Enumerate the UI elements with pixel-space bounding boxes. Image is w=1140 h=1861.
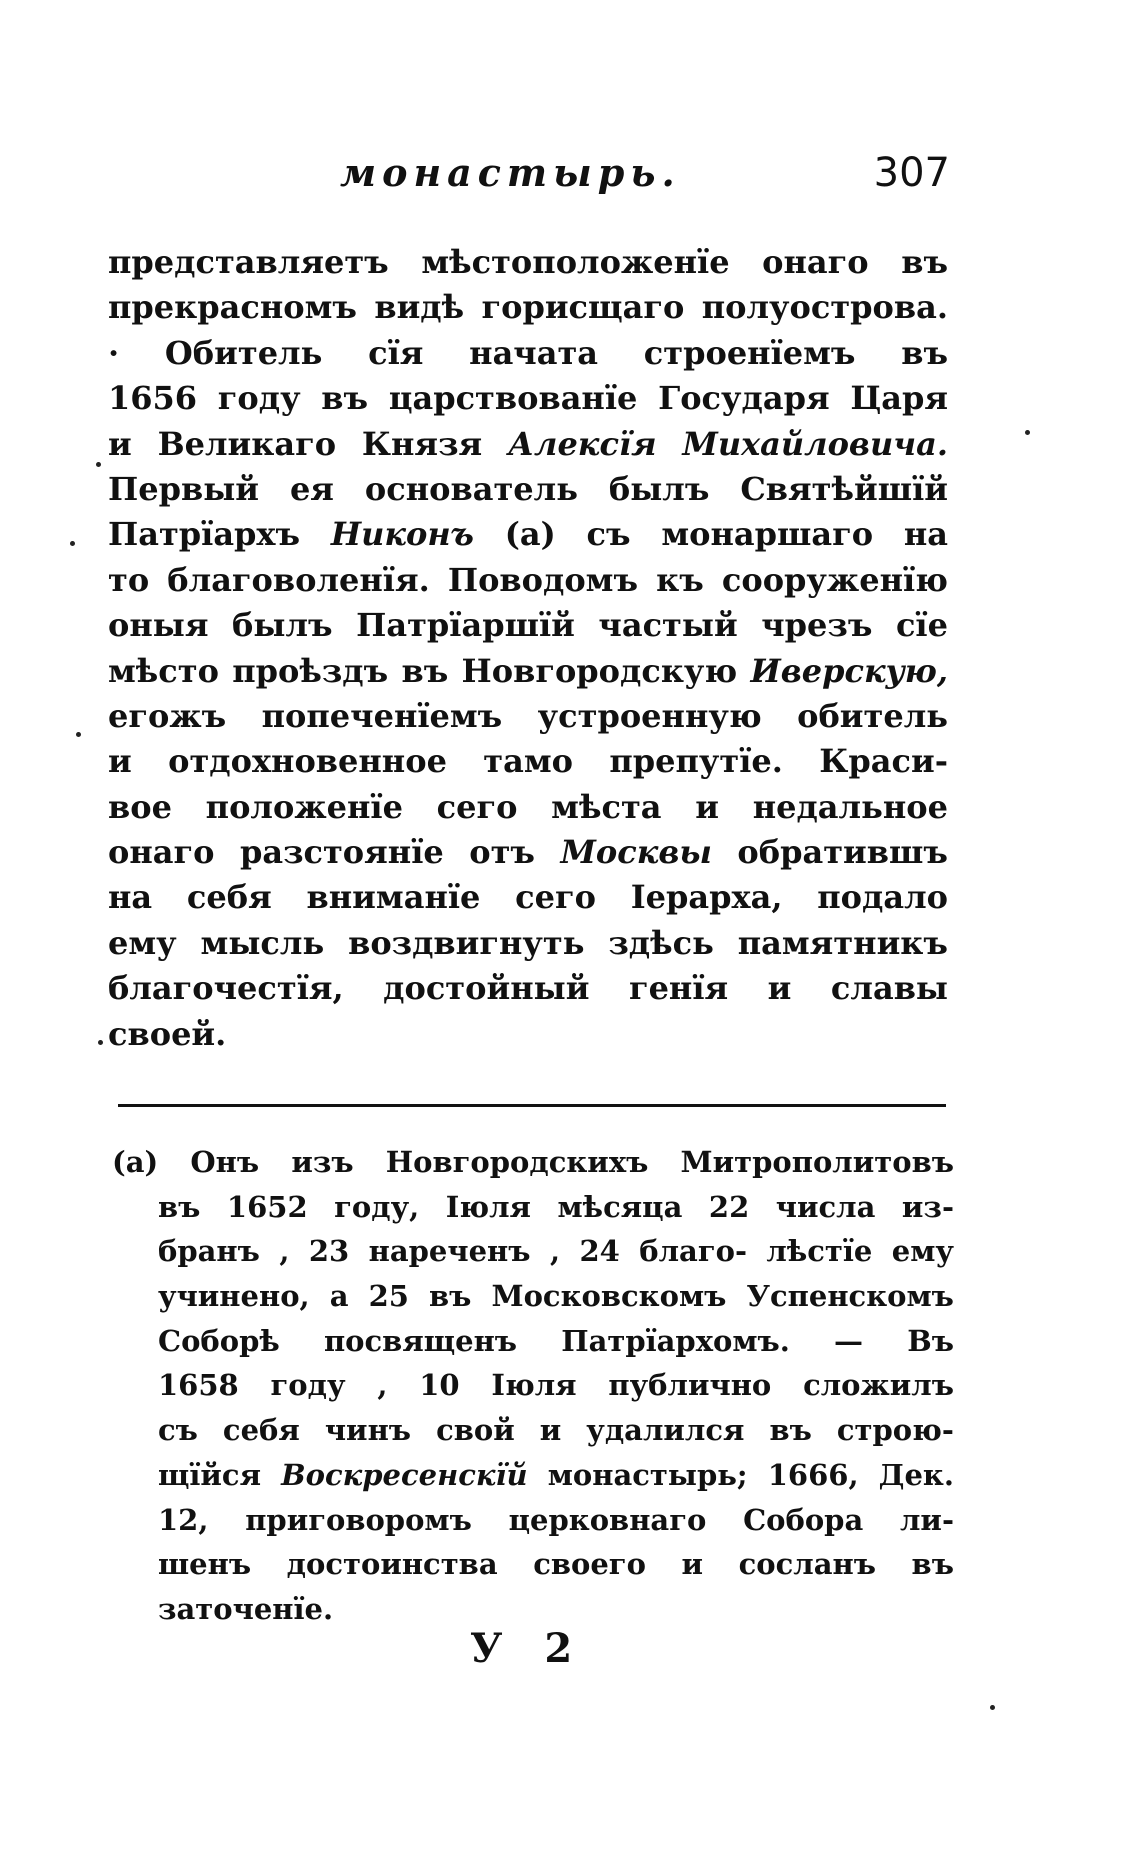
footnote-separator-rule [118, 1104, 946, 1107]
main-word: сооруженїю [721, 560, 948, 599]
footnote-word: достоинства [286, 1547, 498, 1582]
main-word: обратившъ [737, 833, 948, 872]
footnote-word: Новгородскихъ [385, 1145, 649, 1179]
main-line [108, 331, 948, 376]
footnote-word: , [549, 1234, 561, 1269]
footnote-word: 1658 [158, 1368, 239, 1403]
footnote-word: посвященъ [323, 1323, 518, 1358]
main-word: ея [289, 469, 334, 508]
main-word: разстоянїе [239, 833, 444, 872]
main-word: Алексїя [507, 424, 657, 463]
main-line [108, 422, 948, 467]
main-word: монаршаго [661, 515, 874, 554]
footnote-word: Въ [907, 1323, 954, 1358]
footnote-word: щїйся [158, 1457, 261, 1492]
footnote-word: Патрїархомъ. [561, 1323, 790, 1358]
main-word: славы [830, 969, 948, 1008]
margin-speck [990, 1705, 995, 1710]
printer-signature-mark: У 2 [470, 1625, 587, 1672]
main-word: обитель [797, 696, 948, 735]
main-word: былъ [608, 469, 710, 508]
main-word: своей. [108, 1014, 227, 1053]
main-line [108, 467, 948, 512]
footnote-word: въ [429, 1279, 472, 1314]
margin-speck [76, 732, 81, 737]
footnote-word: Митрополитовъ [680, 1145, 954, 1179]
main-word: мѣстоположенїе [421, 243, 730, 281]
footnote-line [112, 1498, 954, 1543]
main-word: на [108, 878, 153, 917]
main-word: Михайловича. [682, 424, 948, 463]
footnote-word: из- [901, 1189, 954, 1224]
main-line [108, 285, 948, 330]
margin-speck [98, 1040, 103, 1045]
main-word: Поводомъ [447, 560, 638, 599]
footnote-word: свой [436, 1413, 515, 1448]
main-word: Царя [850, 379, 948, 418]
footnote-word: Соборѣ [158, 1323, 280, 1358]
main-line [108, 512, 948, 557]
main-word: устроенную [537, 696, 762, 735]
footnote-word: шенъ [158, 1547, 252, 1582]
main-word: Святѣйшїй [740, 469, 948, 508]
footnote-word: 1652 [226, 1189, 308, 1224]
footnote-word: Iюля [445, 1189, 531, 1224]
footnote-word: Онъ [190, 1145, 260, 1179]
footnote-word: 12, [158, 1502, 209, 1537]
main-word: частый [598, 606, 738, 645]
margin-speck [96, 462, 101, 467]
footnote-word: въ [769, 1413, 812, 1448]
main-word: ему [108, 923, 177, 962]
main-word: Князя [361, 424, 483, 463]
main-word: царствованїе [388, 379, 638, 418]
main-word: съ [586, 515, 631, 554]
main-word: сїе [895, 606, 948, 645]
main-word: сего [515, 878, 596, 917]
footnote-word: удалился [586, 1413, 745, 1448]
main-line [108, 875, 948, 920]
footnote-word: Успенскомъ [746, 1279, 954, 1314]
main-word: отъ [469, 833, 535, 872]
main-word: Патрїаршїй [356, 606, 575, 645]
footnote-word: учинено, [158, 1279, 310, 1314]
footnote-word: 25 [368, 1279, 409, 1314]
main-word: благочестїя, [108, 969, 344, 1008]
main-word: попеченїемъ [261, 696, 503, 735]
footnote-line [112, 1140, 954, 1185]
footnote-word: и [539, 1413, 562, 1448]
footnote-word: 24 [579, 1234, 620, 1269]
main-line [108, 376, 948, 421]
main-word: проѣздъ [232, 651, 389, 690]
footnote-block [112, 1140, 954, 1632]
main-word: былъ [232, 606, 333, 645]
footnote-word: сосланъ [738, 1547, 876, 1582]
main-word: памятникъ [737, 923, 948, 962]
main-word: вниманїе [306, 878, 481, 917]
footnote-word: 1666, [767, 1457, 859, 1492]
main-word: въ [901, 333, 948, 372]
main-word: тамо [483, 742, 573, 781]
main-word: въ [401, 651, 449, 690]
main-word: Москвы [560, 833, 712, 872]
main-word: сїя [368, 333, 424, 372]
main-word: · [108, 333, 120, 372]
main-word: достойный [383, 969, 590, 1008]
main-line [108, 694, 948, 739]
main-word: сего [436, 787, 518, 826]
footnote-word: Дек. [878, 1457, 954, 1492]
footnote-word: а [329, 1279, 349, 1314]
footnote-word: нареченъ [368, 1234, 531, 1269]
footnote-word: бранъ [158, 1234, 260, 1269]
main-word: чрезъ [761, 606, 873, 645]
main-line [108, 739, 948, 784]
main-word: 1656 [108, 379, 198, 418]
main-word: въ [321, 379, 369, 418]
main-line [108, 603, 948, 648]
main-word: горисщаго [481, 288, 685, 327]
main-word: на [903, 515, 948, 554]
footnote-word: приговоромъ [245, 1502, 472, 1537]
main-line [108, 966, 948, 1011]
main-word: представляетъ [108, 243, 389, 281]
main-word: и [767, 969, 792, 1008]
main-word: Первый [108, 469, 259, 508]
running-title: монастырь. [340, 150, 681, 195]
footnote-word: Воскресенскїй [281, 1457, 528, 1492]
main-word: и [108, 424, 132, 463]
main-word: положенїе [205, 787, 403, 826]
main-word: Новгородскую [461, 651, 738, 690]
main-word: то [108, 560, 150, 599]
main-word: въ [901, 243, 948, 281]
footnote-word: себя [222, 1413, 300, 1448]
footnote-word: изъ [291, 1145, 354, 1179]
main-word: Iерарха, [630, 878, 783, 917]
main-word: начата [469, 333, 599, 372]
main-word: и [108, 742, 132, 781]
footnote-line [112, 1229, 954, 1274]
footnote-word: благо- [639, 1234, 747, 1269]
main-word: подало [817, 878, 948, 917]
footnote-word: году, [334, 1189, 420, 1224]
main-word: прекрасномъ [108, 288, 357, 327]
footnote-line [112, 1319, 954, 1364]
main-word: Иверскую, [750, 651, 948, 690]
main-word: онаго [108, 833, 215, 872]
main-word: Краси- [819, 742, 948, 781]
main-word: Обитель [164, 333, 323, 372]
main-word: къ [656, 560, 704, 599]
main-word: году [217, 379, 301, 418]
footnote-word: церковнаго [508, 1502, 707, 1537]
footnote-word: числа [775, 1189, 876, 1224]
main-word: Патрїархъ [108, 515, 301, 554]
main-word: здѣсь [608, 923, 714, 962]
footnote-line [112, 1274, 954, 1319]
footnote-word: , [377, 1368, 388, 1403]
footnote-word: ли- [899, 1502, 954, 1537]
main-word: мысль [200, 923, 325, 962]
main-line [108, 240, 948, 285]
footnote-word: ему [891, 1234, 954, 1269]
footnote-word: сложилъ [803, 1368, 954, 1403]
footnote-word: строю- [836, 1413, 954, 1448]
main-line [108, 1012, 948, 1057]
main-word: полуострова. [701, 288, 948, 327]
footnote-line [112, 1185, 954, 1230]
main-word: мѣста [551, 787, 662, 826]
main-line [108, 921, 948, 966]
footnote-word: , [279, 1234, 290, 1269]
footnote-word: Iюля [491, 1368, 577, 1403]
main-word: препутїе. [609, 742, 783, 781]
main-text-block [108, 240, 948, 1057]
margin-speck [1025, 430, 1030, 435]
main-word: (а) [504, 515, 556, 554]
main-word: благоволенїя. [167, 560, 430, 599]
main-word: основатель [364, 469, 578, 508]
main-line [108, 830, 948, 875]
footnote-word: съ [158, 1413, 198, 1448]
main-word: строенїемъ [643, 333, 856, 372]
main-line [108, 649, 948, 694]
footnote-word: чинъ [324, 1413, 412, 1448]
footnote-word: — [834, 1323, 864, 1358]
main-word: Государя [658, 379, 830, 418]
footnote-word: 23 [308, 1234, 350, 1269]
main-word: генїя [628, 969, 729, 1008]
main-word: отдохновенное [168, 742, 447, 781]
main-line [108, 558, 948, 603]
main-word: себя [186, 878, 272, 917]
main-word: вое [108, 787, 172, 826]
footnote-word: мѣсяца [557, 1189, 683, 1224]
main-word: Великаго [157, 424, 337, 463]
footnote-line [112, 1542, 954, 1587]
footnote-word: (а) [112, 1145, 159, 1179]
main-word: воздвигнуть [348, 923, 585, 962]
main-word: и [695, 787, 719, 826]
footnote-line [112, 1408, 954, 1453]
footnote-word: 10 [419, 1368, 460, 1403]
main-word: оныя [108, 606, 209, 645]
page-header [110, 150, 960, 210]
footnote-word: и [681, 1547, 704, 1582]
margin-speck [70, 541, 75, 546]
footnote-word: Собора [743, 1502, 864, 1537]
footnote-word: лѣстїе [766, 1234, 873, 1269]
main-word: недальное [752, 787, 948, 826]
footnote-word: своего [533, 1547, 646, 1582]
footnote-word: 22 [708, 1189, 750, 1224]
footnote-word: въ [158, 1189, 201, 1224]
main-word: видѣ [374, 288, 465, 327]
footnote-word: Московскомъ [491, 1279, 727, 1314]
main-word: мѣсто [108, 651, 219, 690]
footnote-word: заточенїе. [158, 1591, 334, 1626]
footnote-line [112, 1363, 954, 1408]
page-number: 307 [873, 150, 950, 196]
footnote-line [112, 1453, 954, 1498]
footnote-word: въ [911, 1547, 954, 1582]
footnote-word: публично [608, 1368, 772, 1403]
main-word: Никонъ [330, 515, 474, 554]
main-word: егожъ [108, 696, 227, 735]
footnote-word: году [270, 1368, 346, 1403]
footnote-word: монастырь; [547, 1457, 748, 1492]
main-word: онаго [762, 243, 869, 281]
main-line [108, 785, 948, 830]
